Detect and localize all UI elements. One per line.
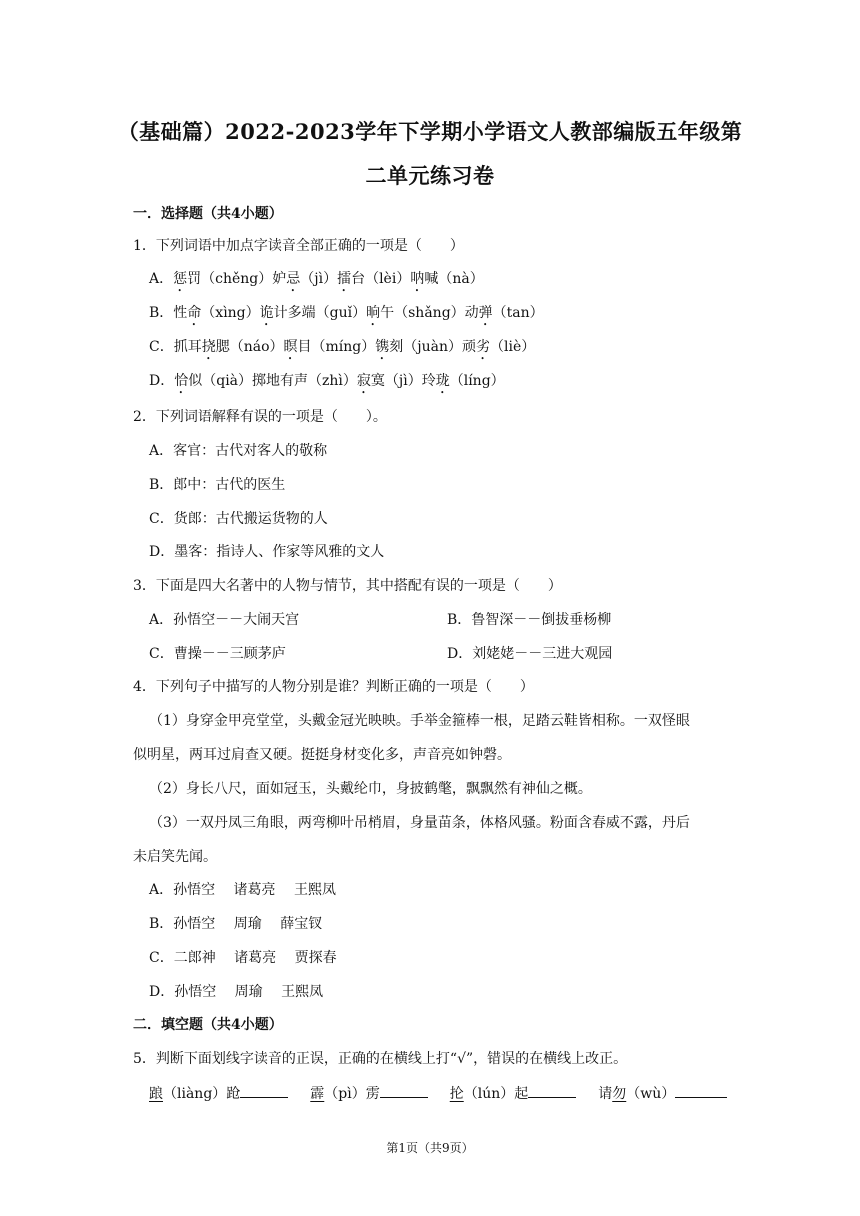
answer-blank-4[interactable] — [675, 1085, 727, 1098]
question-3-option-d: D．刘姥姥－－三进大观园 — [447, 646, 613, 662]
question-4-option-d: D．孙悟空 周瑜 王熙凤 — [149, 984, 324, 1000]
question-2-option-b: B．郎中：古代的医生 — [149, 477, 286, 493]
question-4-sentence-3a: （3）一双丹凤三角眼，两弯柳叶吊梢眉，身量苗条，体格风骚。粉面含春威不露，丹后 — [149, 815, 690, 831]
question-2-option-d: D．墨客：指诗人、作家等风雅的文人 — [149, 544, 385, 560]
question-2-option-c: C．货郎：古代搬运货物的人 — [149, 511, 328, 527]
answer-blank-3[interactable] — [528, 1085, 576, 1098]
question-1-option-b: B．性命（xìng）诡计多端（guǐ）晌午（shǎng）动弹（tan） — [149, 305, 544, 321]
question-2-stem: 2．下列词语解释有误的一项是（ ）。 — [133, 409, 387, 425]
question-4-sentence-3b: 未启笑先闻。 — [133, 849, 217, 865]
question-4-option-c: C．二郎神 诸葛亮 贾探春 — [149, 950, 337, 966]
question-2-option-a: A．客官：古代对客人的敬称 — [149, 443, 328, 459]
q5-item-3: 抡（lún）起 — [449, 1086, 529, 1102]
section-heading-fill: 二．填空题（共4小题） — [133, 1017, 283, 1033]
question-4-sentence-2: （2）身长八尺，面如冠玉，头戴纶巾，身披鹤氅，飘飘然有神仙之概。 — [149, 781, 592, 797]
question-4-sentence-1a: （1）身穿金甲亮堂堂，头戴金冠光映映。手举金箍棒一根，足踏云鞋皆相称。一双怪眼 — [149, 713, 690, 729]
q5-item-1: 踉（liàng）跄 — [149, 1086, 241, 1102]
doc-title-line1: （基础篇）2022-2023学年下学期小学语文人教部编版五年级第 — [117, 119, 743, 144]
question-3-option-c: C．曹操－－三顾茅庐 — [149, 646, 286, 662]
question-3-stem: 3．下面是四大名著中的人物与情节，其中搭配有误的一项是（ ） — [133, 578, 562, 594]
question-4-sentence-1b: 似明星，两耳过肩查又硬。挺挺身材变化多，声音亮如钟磬。 — [133, 747, 511, 763]
section-heading-choice: 一．选择题（共4小题） — [133, 206, 283, 222]
question-1-stem: 1．下列词语中加点字读音全部正确的一项是（ ） — [133, 238, 464, 254]
question-5-items — [149, 1083, 727, 1103]
question-3-option-b: B．鲁智深－－倒拔垂杨柳 — [447, 612, 612, 628]
doc-title-line2: 二单元练习卷 — [365, 163, 495, 188]
answer-blank-2[interactable] — [380, 1085, 428, 1098]
page-footer: 第1页（共9页） — [386, 1141, 474, 1155]
question-4-option-a: A．孙悟空 诸葛亮 王熙凤 — [149, 882, 337, 898]
question-5-stem: 5．判断下面划线字读音的正误，正确的在横线上打“√”，错误的在横线上改正。 — [133, 1051, 628, 1067]
question-4-stem: 4．下列句子中描写的人物分别是谁？判断正确的一项是（ ） — [133, 679, 534, 695]
q5-item-2: 霹（pì）雳 — [310, 1086, 380, 1102]
question-1-option-c: C．抓耳挠腮（náo）瞑目（míng）镌刻（juàn）顽劣（liè） — [149, 339, 536, 355]
question-1-option-d: D．恰似（qià）掷地有声（zhì）寂寞（jì）玲珑（líng） — [149, 373, 505, 389]
question-4-option-b: B．孙悟空 周瑜 薛宝钗 — [149, 916, 323, 932]
question-1-option-a: A．惩罚（chěng）妒忌（jì）擂台（lèi）呐喊（nà） — [149, 271, 484, 287]
q5-item-4: 请勿（wù） — [598, 1086, 676, 1102]
answer-blank-1[interactable] — [240, 1085, 288, 1098]
question-3-option-a: A．孙悟空－－大闹天宫 — [149, 612, 300, 628]
